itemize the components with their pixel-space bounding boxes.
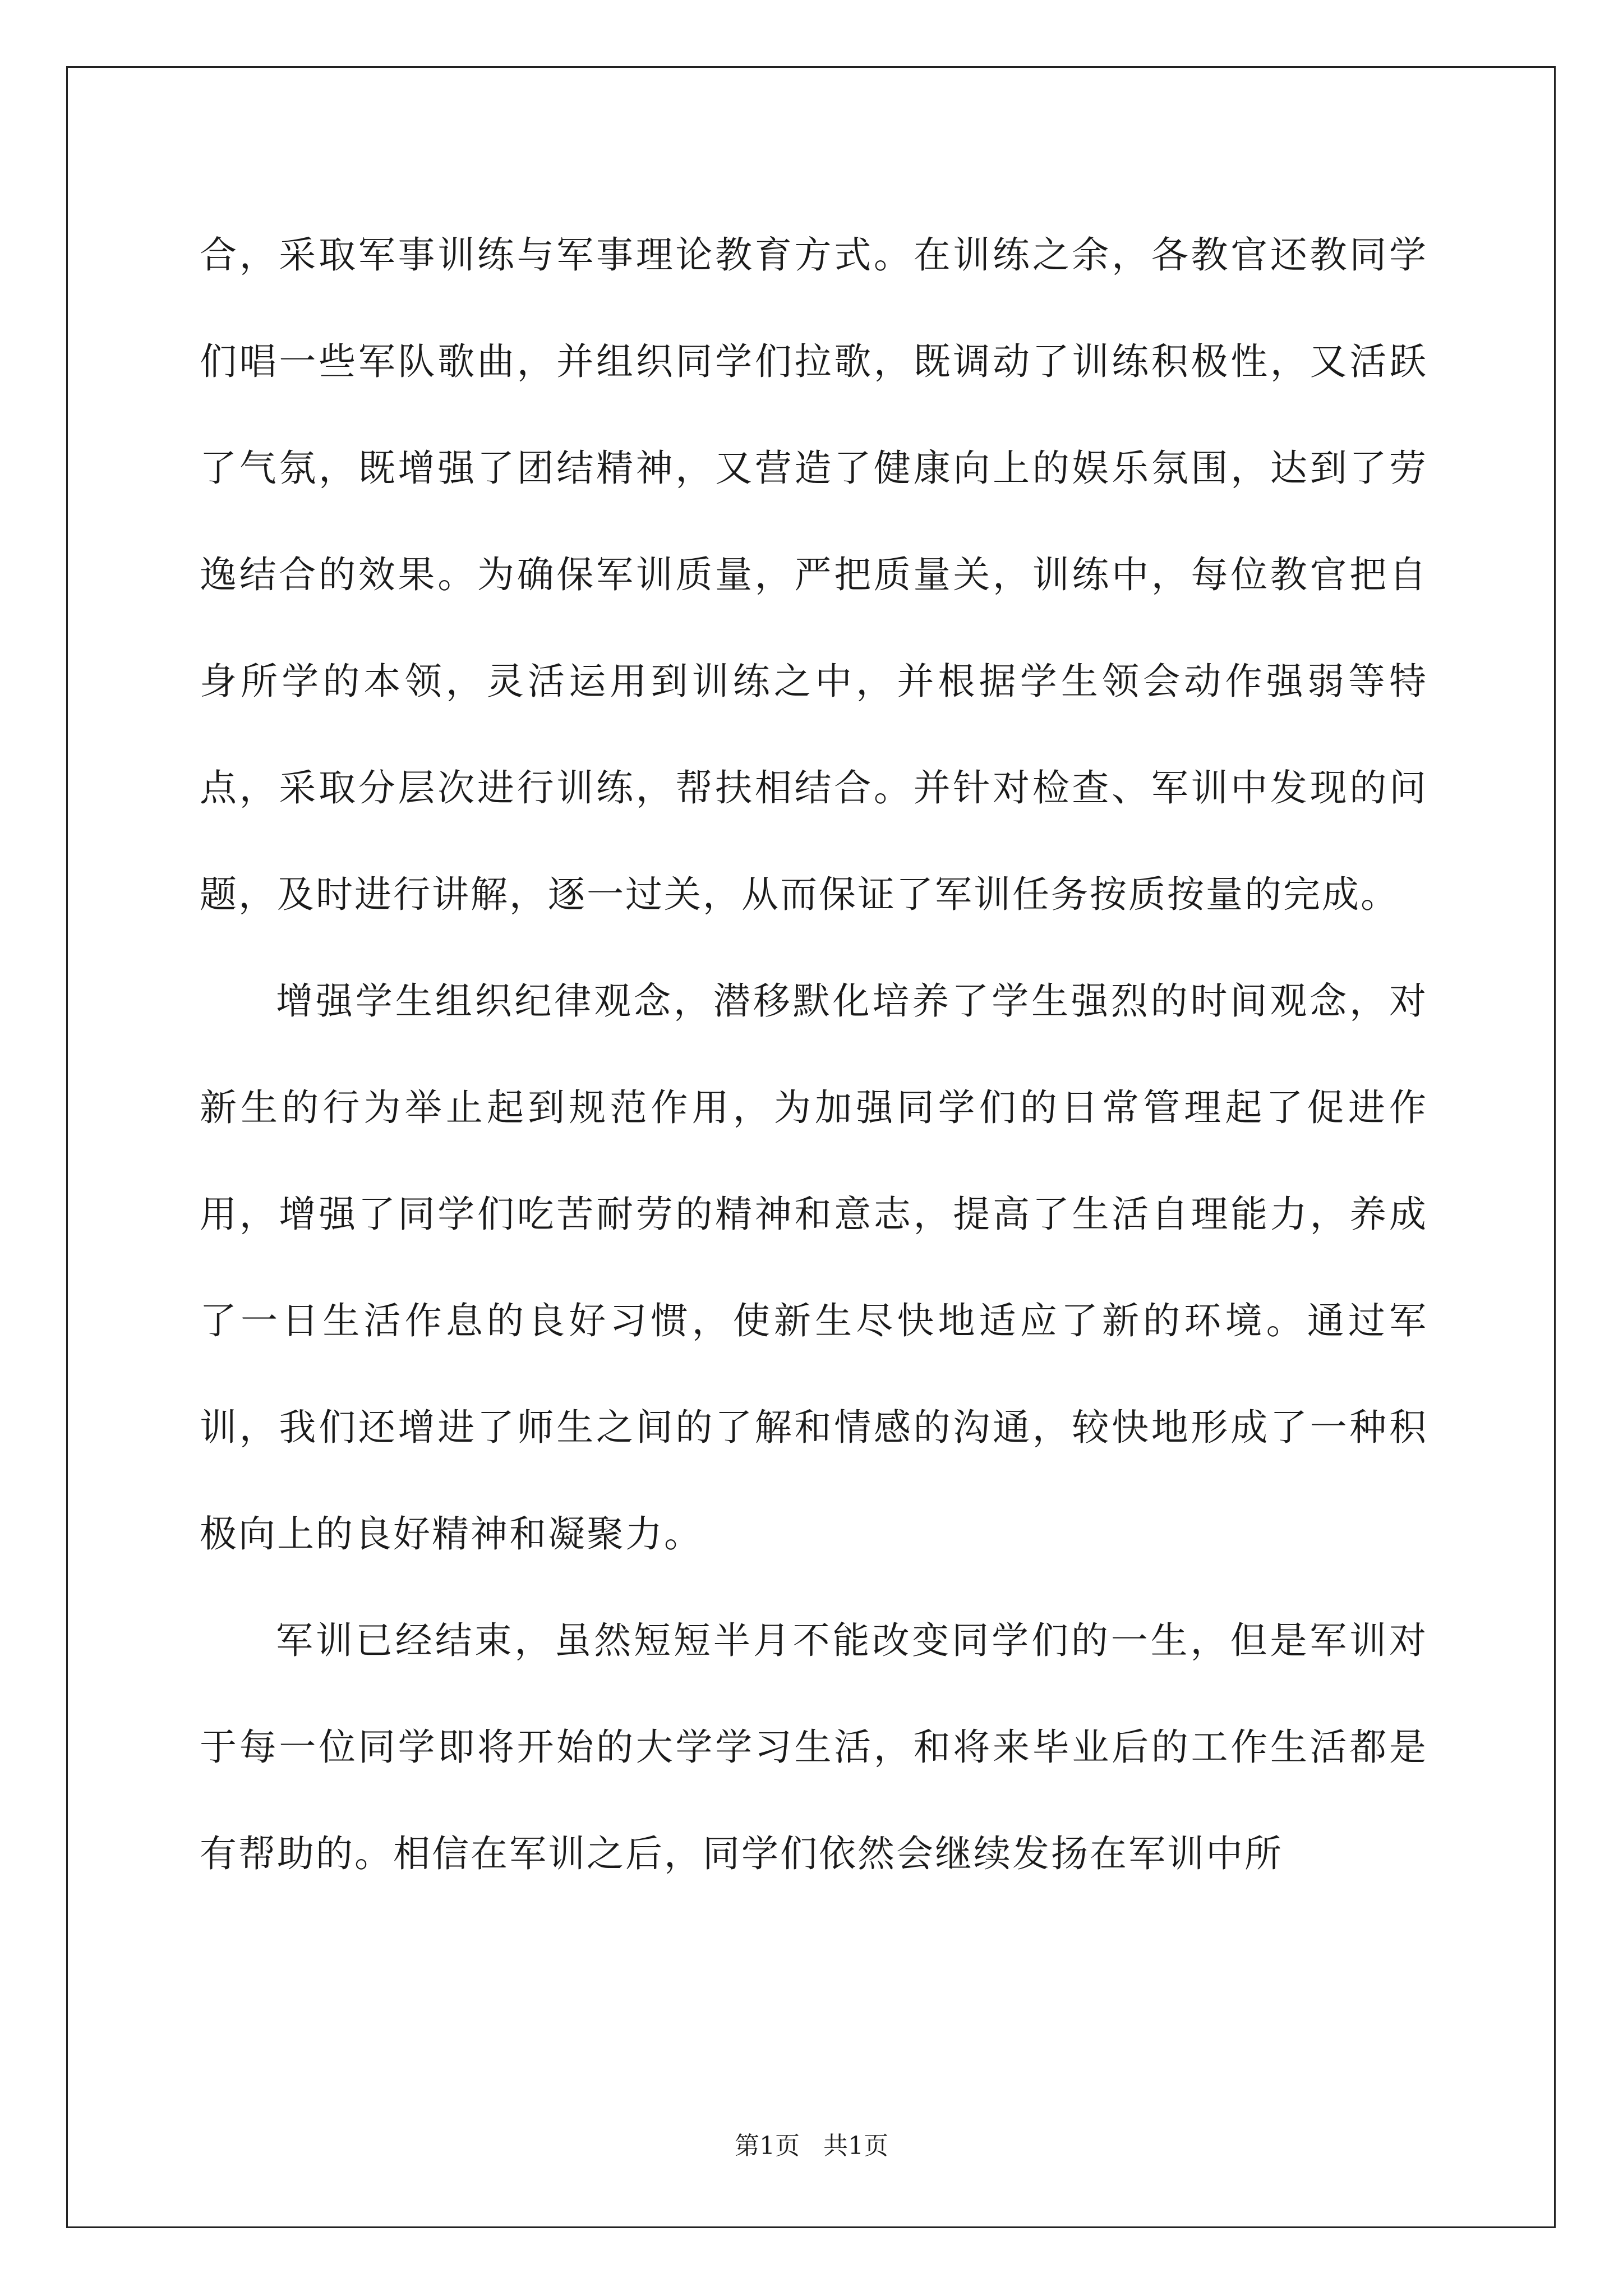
page-number-current: 第1页 <box>735 2132 800 2160</box>
paragraph-2: 增强学生组织纪律观念，潜移默化培养了学生强烈的时间观念，对新生的行为举止起到规范作用，为加强同学们的日常管理起了促进作用，增强了同学们吃苦耐劳的精神和意志，提高了生活自理能力，养成了一日生活作息的良好习惯，使新生尽快地适应了新的环境。通过军训，我们还增进了师生之间的了解和情感的沟通，较快地形成了一种积极向上的良好精神和凝聚力。 <box>200 979 1428 1556</box>
paragraph-1: 合，采取军事训练与军事理论教育方式。在训练之余，各教官还教同学们唱一些军队歌曲，并组织同学们拉歌，既调动了训练积极性，又活跃了气氛，既增强了团结精神，又营造了健康向上的娱乐氛围，达到了劳逸结合的效果。为确保军训质量，严把质量关，训练中，每位教官把自身所学的本领，灵活运用到训练之中，并根据学生领会动作强弱等特点，采取分层次进行训练，帮扶相结合。并针对检查、军训中发现的问题，及时进行讲解，逐一过关，从而保证了军训任务按质按量的完成。 <box>200 233 1428 916</box>
paragraph-3: 军训已经结束，虽然短短半月不能改变同学们的一生，但是军训对于每一位同学即将开始的大学学习生活，和将来毕业后的工作生活都是有帮助的。相信在军训之后，同学们依然会继续发扬在军训中所 <box>200 1619 1428 1875</box>
document-body <box>200 202 1428 1907</box>
page-footer <box>0 2129 1623 2163</box>
page-number-total: 共1页 <box>823 2132 888 2160</box>
